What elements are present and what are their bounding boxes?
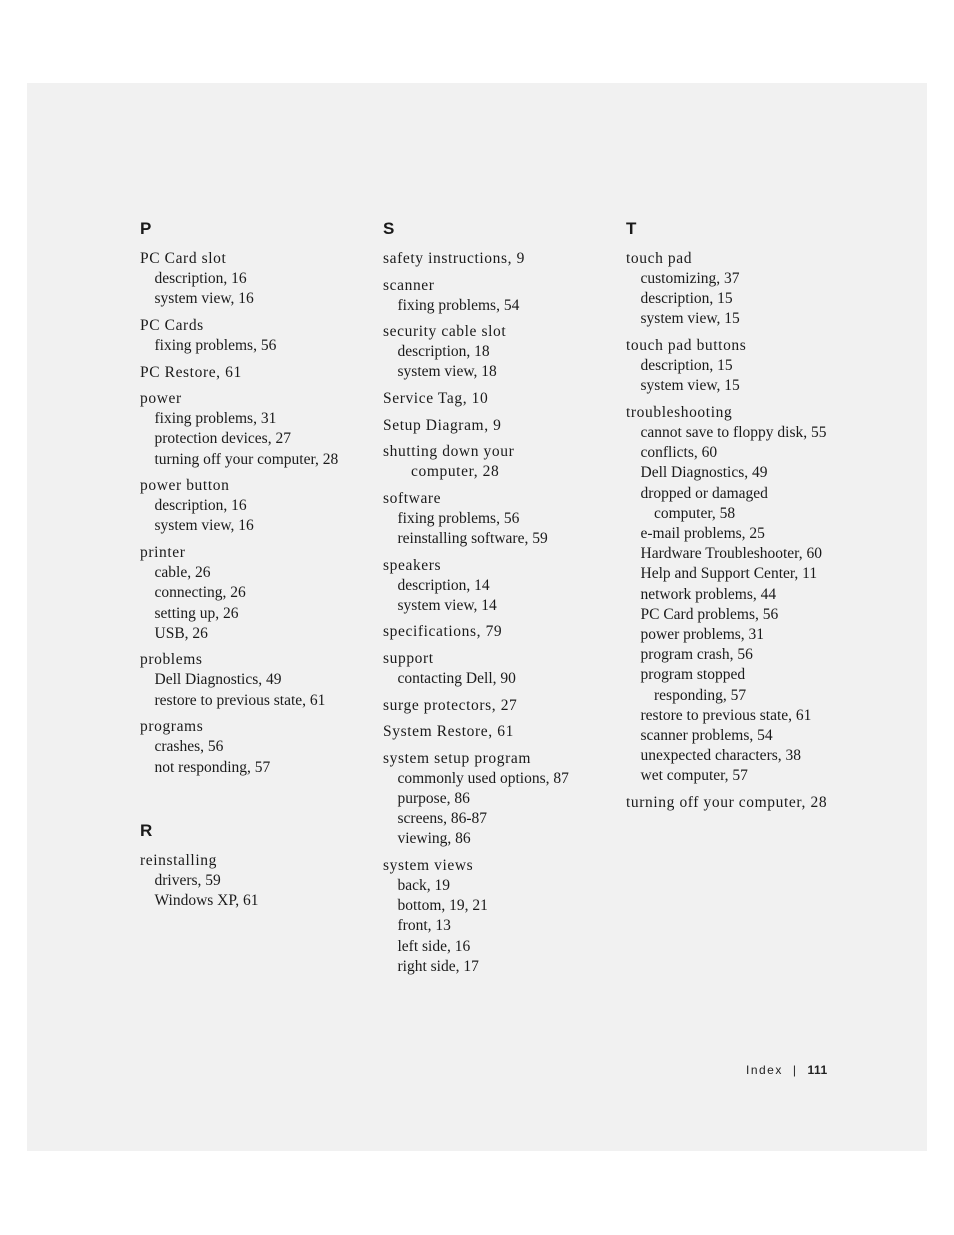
index-entry <box>626 403 886 787</box>
index-subentry: scanner problems, 54 <box>640 727 773 745</box>
index-subentry: fixing problems, 56 <box>397 509 520 527</box>
index-subentry: Windows XP, 61 <box>154 891 259 909</box>
index-entry <box>383 322 623 382</box>
index-section <box>626 219 886 813</box>
index-term: software <box>383 489 442 507</box>
index-subentry: customizing, 37 <box>640 270 740 287</box>
index-entry <box>140 316 380 356</box>
index-subentry: front, 13 <box>397 917 451 935</box>
index-subentry: drivers, 59 <box>154 871 221 889</box>
index-term: reinstalling <box>140 851 217 869</box>
index-subentry: fixing problems, 31 <box>154 410 277 428</box>
section-letter: P <box>140 219 152 238</box>
index-subentry: system view, 18 <box>397 363 497 381</box>
index-subentry: program stopped <box>640 666 746 684</box>
index-entry <box>626 793 886 813</box>
index-term: problems <box>140 651 203 669</box>
footer-separator: | <box>792 1063 798 1077</box>
index-entry <box>626 336 886 396</box>
index-term: PC Card slot <box>140 250 227 267</box>
index-term: PC Cards <box>140 316 204 334</box>
index-subentry: protection devices, 27 <box>154 430 291 448</box>
index-subentry: description, 18 <box>397 343 490 361</box>
index-subentry: wet computer, 57 <box>640 767 748 785</box>
index-entry <box>383 489 623 549</box>
index-entry <box>626 249 886 330</box>
index-entry <box>383 856 623 977</box>
index-entry <box>383 416 623 436</box>
index-term: shutting down your <box>383 443 515 461</box>
section-letter: S <box>383 219 395 238</box>
index-subentry: left side, 16 <box>397 937 471 955</box>
index-subentry: restore to previous state, 61 <box>154 691 326 709</box>
index-term: surge protectors, 27 <box>383 696 518 714</box>
index-subentry: back, 19 <box>397 876 451 894</box>
index-subentry: Dell Diagnostics, 49 <box>154 671 282 689</box>
index-section <box>383 219 623 977</box>
index-term: safety instructions, 9 <box>383 250 525 267</box>
index-subentry: program crash, 56 <box>640 646 753 664</box>
index-term: printer <box>140 544 186 562</box>
index-subentry: setting up, 26 <box>154 604 239 622</box>
index-subentry: network problems, 44 <box>640 585 777 603</box>
index-term: system views <box>383 856 474 874</box>
index-entry <box>383 556 623 616</box>
index-subentry: system view, 15 <box>640 377 740 395</box>
index-subentry: fixing problems, 54 <box>397 296 520 314</box>
index-term: Service Tag, 10 <box>383 390 489 408</box>
index-term: touch pad buttons <box>626 337 747 355</box>
index-entry <box>383 622 623 642</box>
index-subentry: description, 16 <box>154 270 247 287</box>
index-entry <box>140 543 380 644</box>
index-subentry: e-mail problems, 25 <box>640 525 765 543</box>
index-subentry: conflicts, 60 <box>640 444 718 462</box>
index-subentry: viewing, 86 <box>397 830 471 848</box>
index-subentry: USB, 26 <box>154 624 208 642</box>
index-subentry: unexpected characters, 38 <box>640 747 802 765</box>
index-subentry: Help and Support Center, 11 <box>640 565 818 583</box>
index-subentry: power problems, 31 <box>640 626 765 644</box>
index-section <box>140 219 380 778</box>
index-subentry: cannot save to floppy disk, 55 <box>640 424 827 442</box>
index-entry <box>383 249 623 269</box>
index-term: programs <box>140 718 204 736</box>
index-subentry: system view, 14 <box>397 596 497 614</box>
index-subentry: not responding, 57 <box>154 758 271 776</box>
index-term: Setup Diagram, 9 <box>383 416 502 434</box>
index-subentry: turning off your computer, 28 <box>154 450 339 468</box>
index-column-2 <box>383 219 623 983</box>
index-term: speakers <box>383 556 442 574</box>
index-term: PC Restore, 61 <box>140 363 242 381</box>
index-subentry: fixing problems, 56 <box>154 336 277 354</box>
index-term: scanner <box>383 276 435 294</box>
index-subentry: screens, 86-87 <box>397 810 488 828</box>
index-subentry: dropped or damaged <box>640 484 768 502</box>
index-term: system setup program <box>383 749 532 767</box>
page-number: 111 <box>807 1063 828 1077</box>
index-entry <box>140 650 380 710</box>
index-entry <box>383 389 623 409</box>
section-letter: R <box>140 820 153 840</box>
index-entry <box>383 649 623 689</box>
index-term: System Restore, 61 <box>383 723 514 741</box>
index-subentry-continuation: responding, 57 <box>654 686 747 704</box>
index-term: power <box>140 390 182 408</box>
index-subentry: system view, 16 <box>154 290 254 308</box>
index-term: security cable slot <box>383 323 507 341</box>
footer-section-label: Index <box>746 1063 783 1077</box>
index-entry <box>140 389 380 470</box>
index-entry <box>383 696 623 716</box>
index-subentry: commonly used options, 87 <box>397 769 569 787</box>
index-term: specifications, 79 <box>383 623 503 641</box>
index-entry <box>140 363 380 383</box>
index-subentry: contacting Dell, 90 <box>397 669 516 687</box>
index-subentry: crashes, 56 <box>154 738 224 756</box>
index-subentry: reinstalling software, 59 <box>397 529 548 547</box>
index-entry <box>140 851 380 911</box>
index-subentry: Dell Diagnostics, 49 <box>640 464 768 482</box>
index-subentry: restore to previous state, 61 <box>640 706 812 724</box>
index-entry <box>140 717 380 777</box>
index-subentry: bottom, 19, 21 <box>397 897 488 915</box>
index-subentry: purpose, 86 <box>397 789 470 807</box>
index-subentry: description, 14 <box>397 576 490 594</box>
index-subentry: right side, 17 <box>397 957 479 975</box>
index-entry <box>140 476 380 536</box>
index-entry <box>383 722 623 742</box>
index-entry <box>383 749 623 850</box>
index-term: turning off your computer, 28 <box>626 794 828 812</box>
index-entry <box>383 276 623 316</box>
index-subentry-continuation: computer, 58 <box>654 504 736 522</box>
index-section <box>140 821 380 911</box>
index-column-3 <box>626 219 886 820</box>
index-term: power button <box>140 477 230 495</box>
index-subentry: connecting, 26 <box>154 584 246 602</box>
index-term: troubleshooting <box>626 404 733 422</box>
index-subentry: cable, 26 <box>154 564 211 582</box>
section-letter: T <box>626 219 637 238</box>
index-subentry: Hardware Troubleshooter, 60 <box>640 545 822 563</box>
index-subentry: PC Card problems, 56 <box>640 605 779 623</box>
index-term: touch pad <box>626 250 693 267</box>
index-term-continuation: computer, 28 <box>411 463 500 481</box>
index-subentry: description, 15 <box>640 290 733 308</box>
index-entry <box>140 249 380 309</box>
index-subentry: system view, 16 <box>154 517 254 535</box>
index-entry <box>383 442 623 482</box>
index-term: support <box>383 649 434 667</box>
page-footer <box>746 1062 828 1078</box>
index-subentry: description, 16 <box>154 497 247 515</box>
index-column-1 <box>140 219 380 918</box>
index-subentry: description, 15 <box>640 357 733 375</box>
index-subentry: system view, 15 <box>640 310 740 328</box>
